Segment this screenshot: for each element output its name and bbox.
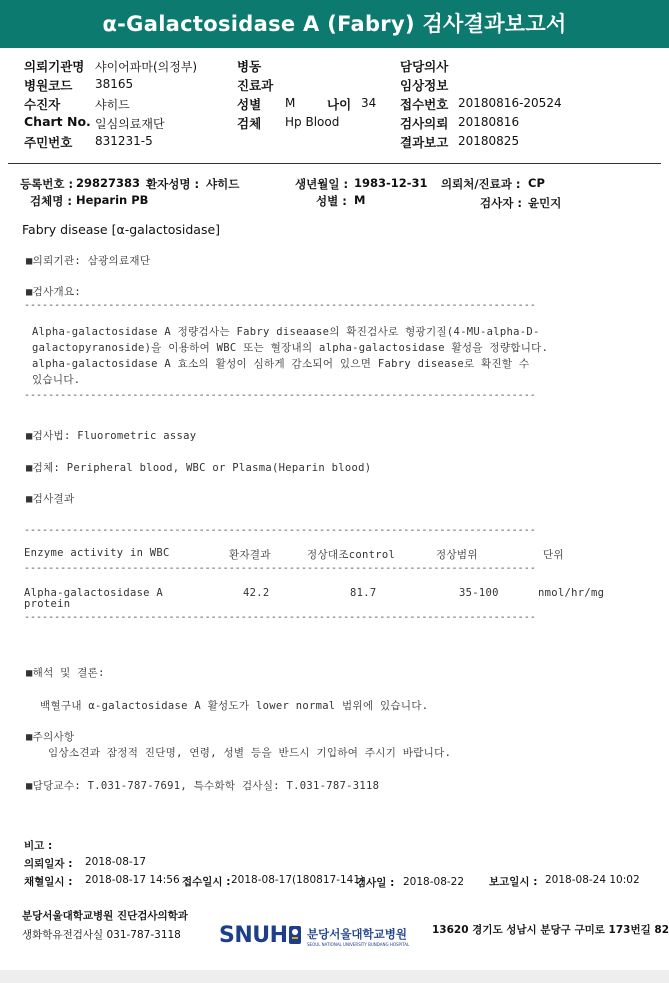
examiner-label: 검사자 : <box>480 196 522 210</box>
header-value: 38165 <box>95 77 134 91</box>
header-value: 일심의료재단 <box>95 117 165 131</box>
interp-heading: ■해석 및 결론: <box>26 667 105 679</box>
footer-address: 13620 경기도 성남시 분당구 구미로 173번길 82 <box>432 924 669 936</box>
caution-heading: ■주의사항 <box>26 731 75 743</box>
overview-line: 있습니다. <box>32 374 81 386</box>
logo-english: SEOUL NATIONAL UNIVERSITY BUNDANG HOSPITAL <box>307 942 410 947</box>
reg-label: 등록번호 : <box>20 177 74 191</box>
dob-value: 1983-12-31 <box>354 176 428 190</box>
header-value: 샤히드 <box>95 98 130 112</box>
receipt-label: 접수일시 : <box>182 876 231 888</box>
report-title: α-Galactosidase A (Fabry) 검사결과보고서 <box>102 12 567 36</box>
header-value: 20180816-20524 <box>458 96 562 110</box>
table-cell: Alpha-galactosidase A <box>24 587 164 599</box>
dept-value: CP <box>528 176 545 190</box>
specimen-label: 검체명 : <box>30 194 72 208</box>
reg-value: 29827383 <box>76 176 141 190</box>
name-value: 샤히드 <box>206 177 240 191</box>
institution-line: ■의뢰기관: 삼광의료재단 <box>26 255 151 267</box>
specimen-value: Heparin PB <box>76 193 149 207</box>
result-heading: ■검사결과 <box>26 493 75 505</box>
table-header: 정상범위 <box>436 549 478 561</box>
table-cell: 42.2 <box>243 587 270 599</box>
header-label: 결과보고 <box>400 135 449 150</box>
logo-emblem-icon <box>288 925 302 945</box>
sex-value: M <box>354 193 366 207</box>
dashed-separator: ------------------------------------------------------------------------------------- <box>24 563 536 574</box>
table-header: 정상대조control <box>307 549 396 561</box>
header-label: 담당의사 <box>400 59 449 74</box>
overview-heading: ■검사개요: <box>26 286 82 298</box>
logo-korean: 분당서울대학교병원 <box>307 927 407 941</box>
age-value: 34 <box>361 96 377 110</box>
table-cell: protein <box>24 598 71 610</box>
table-header: 단위 <box>543 549 564 561</box>
dashed-separator: ------------------------------------------------------------------------------------- <box>24 390 536 401</box>
collect-value: 2018-08-17 14:56 <box>85 874 180 886</box>
test-value: 2018-08-22 <box>403 876 465 888</box>
overview-line: Alpha-galactosidase A 정량검사는 Fabry diseaase의 확진검사로 형광기질(4-MU-alpha-D- <box>32 326 540 338</box>
examiner-value: 윤민지 <box>528 196 562 210</box>
header-label: 검사의뢰 <box>400 116 449 131</box>
sex-label: 성별 <box>237 97 262 112</box>
test-label: 검사일 : <box>356 877 395 889</box>
collect-label: 채혈일시 : <box>24 876 73 888</box>
section-title: Fabry disease [α-galactosidase] <box>22 222 221 237</box>
age-label: 나이 <box>327 97 352 112</box>
header-value: 20180825 <box>458 134 520 148</box>
header-label: 수진자 <box>24 97 61 112</box>
header-label: 주민번호 <box>24 135 73 150</box>
report-value: 2018-08-24 10:02 <box>545 874 640 886</box>
bottom-band <box>0 970 669 983</box>
dept-label: 의뢰처/진료과 : <box>441 177 521 191</box>
header-label: 의뢰기관명 <box>24 59 85 74</box>
dept-label: 진료과 <box>237 78 274 93</box>
dashed-separator: ------------------------------------------------------------------------------------- <box>24 300 536 311</box>
caution-text: 임상소견과 잠정적 진단명, 연령, 성별 등을 반드시 기입하여 주시기 바랍니다. <box>48 747 452 759</box>
header-value: 831231-5 <box>95 134 153 148</box>
header-label: Chart No. <box>24 114 91 129</box>
header-value: 샤이어파마(의정부) <box>95 60 198 74</box>
dashed-separator: ------------------------------------------------------------------------------------- <box>24 612 536 623</box>
table-header: Enzyme activity in WBC <box>24 547 170 559</box>
header-label: 임상정보 <box>400 78 449 93</box>
header-divider <box>8 163 661 164</box>
header-value: 20180816 <box>458 115 520 129</box>
remarks-label: 비고 : <box>24 840 53 852</box>
report-label: 보고일시 : <box>489 876 538 888</box>
specimen-label: 검체 <box>237 116 262 131</box>
interp-text: 백혈구내 α-galactosidase A 활성도가 lower normal 범위에 있습니다. <box>40 700 429 712</box>
overview-line: galactopyranoside)을 이용하여 WBC 또는 혈장내의 alpha-galactosidase 활성을 정량합니다. <box>32 342 549 354</box>
header-label: 병원코드 <box>24 78 73 93</box>
request-label: 의뢰일자 : <box>24 858 73 870</box>
specimen-line: ■검체: Peripheral blood, WBC or Plasma(Heparin blood) <box>26 462 372 474</box>
dashed-separator: ------------------------------------------------------------------------------------- <box>24 525 536 536</box>
request-value: 2018-08-17 <box>85 856 147 868</box>
table-cell: nmol/hr/mg <box>538 587 605 599</box>
sex-label: 성별 : <box>316 194 347 208</box>
header-label: 접수번호 <box>400 97 449 112</box>
contact-line: ■담당교수: T.031-787-7691, 특수화학 검사실: T.031-787-3118 <box>26 780 380 792</box>
ward-label: 병동 <box>237 59 262 74</box>
sex-value: M <box>285 96 296 110</box>
name-label: 환자성명 : <box>146 177 200 191</box>
table-cell: 81.7 <box>350 587 377 599</box>
overview-line: alpha-galactosidase A 효소의 활성이 심하게 감소되어 있으면 Fabry disease로 확진할 수 <box>32 358 530 370</box>
receipt-value: 2018-08-17(180817-141) <box>231 874 365 886</box>
method-line: ■검사법: Fluorometric assay <box>26 430 197 442</box>
footer-lab: 생화학유전검사실 031-787-3118 <box>22 929 181 941</box>
table-cell: 35-100 <box>459 587 499 599</box>
specimen-value: Hp Blood <box>285 115 340 129</box>
logo-text: SNUH <box>219 923 288 948</box>
table-header: 환자결과 <box>229 549 271 561</box>
dob-label: 생년월일 : <box>295 177 349 191</box>
footer-dept: 분당서울대학교병원 진단검사의학과 <box>22 910 188 922</box>
